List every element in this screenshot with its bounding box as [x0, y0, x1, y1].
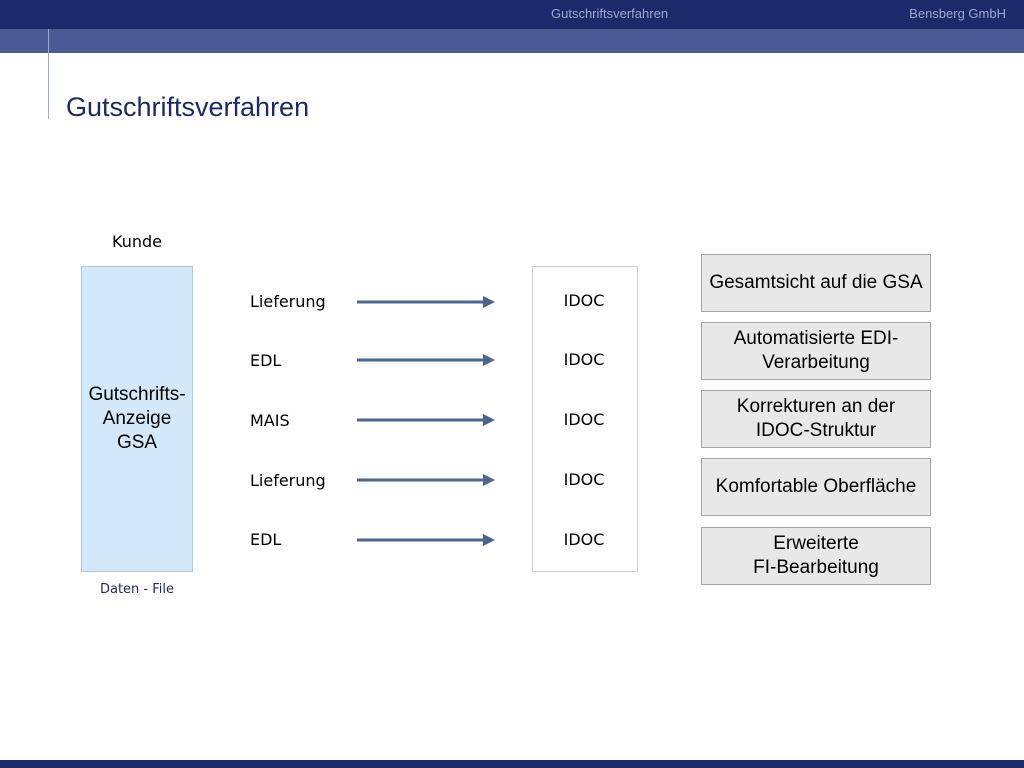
flow-arrow-1 [357, 295, 495, 309]
feature-box-4: Komfortable Oberfläche [701, 458, 931, 516]
idoc-label-4: IDOC [563, 470, 605, 489]
flow-arrow-2 [357, 353, 495, 367]
feature-box-3: Korrekturen an der IDOC-Struktur [701, 390, 931, 448]
flow-label-3: MAIS [250, 411, 290, 430]
header-title: Gutschriftsverfahren [551, 6, 669, 21]
feature-box-1: Gesamtsicht auf die GSA [701, 254, 931, 312]
feature-box-5: Erweiterte FI-Bearbeitung [701, 527, 931, 585]
flow-arrow-4 [357, 473, 495, 487]
header-bar [0, 0, 1024, 29]
idoc-label-2: IDOC [563, 350, 605, 369]
feature-box-2: Automatisierte EDI- Verarbeitung [701, 322, 931, 380]
header-company: Bensberg GmbH [909, 6, 1006, 21]
flow-arrow-3 [357, 413, 495, 427]
flow-label-5: EDL [250, 530, 282, 549]
idoc-label-5: IDOC [563, 530, 605, 549]
footer-bar [0, 760, 1024, 768]
idoc-label-1: IDOC [563, 291, 605, 310]
decorative-divider [48, 29, 49, 119]
customer-label: Kunde [112, 232, 162, 251]
idoc-label-3: IDOC [563, 410, 605, 429]
flow-label-4: Lieferung [250, 471, 326, 490]
flow-label-2: EDL [250, 351, 282, 370]
flow-label-1: Lieferung [250, 292, 326, 311]
source-caption: Daten - File [99, 582, 175, 597]
page-title: Gutschriftsverfahren [66, 92, 310, 122]
flow-arrow-5 [357, 533, 495, 547]
gsa-source-box [81, 266, 193, 572]
gsa-source-text: Gutschrifts- Anzeige GSA [88, 384, 186, 453]
header-subbar [0, 29, 1024, 53]
